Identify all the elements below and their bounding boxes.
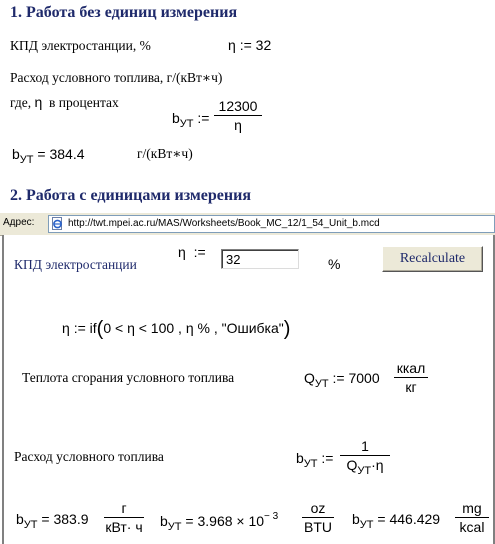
res1-unit-num: oz	[310, 500, 326, 516]
res1-unit	[302, 500, 334, 535]
ws-b-den-tail: ·η	[371, 457, 384, 473]
res0-value: 383.9	[53, 511, 89, 527]
eta-input[interactable]	[221, 249, 299, 269]
res1-unit-bar	[302, 517, 334, 518]
q-unit-num: ккал	[396, 360, 426, 376]
page-icon	[51, 217, 64, 230]
ws-b-fraction	[340, 438, 390, 477]
if-assign: :=	[73, 320, 86, 336]
q-unit-den: кг	[405, 379, 417, 395]
res0-unit	[104, 500, 144, 535]
ws-b-var: b	[296, 450, 304, 466]
res2-sub: УТ	[359, 519, 374, 531]
ws-b-den-var: Q	[346, 457, 358, 473]
assign-operator: :=	[239, 37, 252, 53]
res0-var: b	[16, 511, 24, 527]
ws-fuel-label: Расход условного топлива	[14, 449, 164, 464]
ws-eta-symbol: η	[178, 244, 186, 260]
where-eta: η	[34, 94, 43, 110]
res2-unit-num: mg	[462, 500, 482, 516]
res0-sub: УТ	[23, 519, 38, 531]
result-sub: УТ	[19, 154, 34, 166]
q-unit	[394, 360, 428, 395]
if-statement	[62, 318, 290, 341]
res1-exp: − 3	[264, 511, 279, 522]
res1-sub: УТ	[167, 521, 182, 533]
ws-eta-assign: :=	[193, 244, 206, 260]
address-field[interactable]	[48, 215, 495, 233]
if-func: if	[89, 320, 97, 336]
res2-eq: =	[377, 511, 386, 527]
percent-sign: %	[328, 256, 341, 272]
eta-symbol: η	[228, 37, 236, 53]
kpd-value: 32	[255, 37, 272, 53]
q-sub: УТ	[314, 378, 329, 390]
res1-eq: =	[185, 513, 194, 529]
fraction-bar	[214, 115, 262, 116]
q-assign: :=	[332, 370, 345, 386]
b-numerator: 12300	[218, 98, 258, 114]
where-suffix: в процентах	[49, 95, 119, 110]
kpd-label: КПД электростанции, %	[10, 38, 151, 53]
kpd-definition	[228, 37, 271, 53]
res1-value: 3.968 × 10	[197, 513, 265, 529]
res0-unit-num: г	[121, 500, 127, 516]
ws-b-assign: :=	[321, 450, 334, 466]
heat-label: Теплота сгорания условного топлива	[22, 370, 235, 385]
where-text: где,	[10, 95, 32, 110]
b-result	[12, 146, 85, 166]
ws-b-num: 1	[361, 438, 369, 454]
ws-b-bar	[340, 455, 390, 456]
result-mg	[352, 511, 440, 531]
ws-b-lhs	[296, 450, 333, 470]
res0-eq: =	[41, 511, 50, 527]
if-lhs: η	[62, 320, 70, 336]
fuel-label: Расход условного топлива, г/(кВт∗ч)	[10, 70, 223, 85]
result-grams	[16, 511, 89, 531]
res1-unit-den: BTU	[304, 519, 332, 535]
result-eq: =	[37, 146, 46, 162]
result-unit: г/(кВт∗ч)	[137, 146, 193, 161]
ws-b-sub: УТ	[303, 458, 318, 470]
ws-b-den-sub: УТ	[357, 465, 372, 477]
b-formula-lhs	[172, 110, 209, 130]
b-sub: УТ	[179, 118, 194, 130]
if-args: 0 < η < 100 , η % , "Ошибка"	[103, 320, 284, 336]
q-definition	[304, 370, 380, 390]
result-oz	[160, 511, 278, 533]
ws-b-den	[340, 457, 390, 477]
q-var: Q	[304, 370, 315, 386]
recalculate-button[interactable]: Recalculate	[382, 246, 483, 272]
res2-unit-bar	[455, 517, 489, 518]
address-bar	[0, 212, 495, 236]
ws-kpd-label: КПД электростанции	[14, 257, 137, 272]
address-url: http://twt.mpei.ac.ru/MAS/Worksheets/Book_MC_12/1_54_Unit_b.mcd	[68, 218, 380, 229]
section2-heading: 2. Работа с единицами измерения	[10, 187, 251, 204]
b-var: b	[172, 110, 180, 126]
ws-eta-definition	[178, 244, 206, 260]
address-label: Адрес:	[3, 217, 35, 228]
res2-value: 446.429	[389, 511, 441, 527]
b-denominator: η	[234, 117, 242, 133]
b-assign: :=	[197, 110, 210, 126]
res2-var: b	[352, 511, 360, 527]
res0-unit-bar	[104, 517, 144, 518]
q-value: 7000	[348, 370, 380, 386]
result-value: 384.4	[49, 146, 85, 162]
result-var: b	[12, 146, 20, 162]
paren-open: (	[96, 318, 104, 340]
b-fraction	[214, 98, 262, 133]
q-unit-bar	[394, 377, 428, 378]
where-note	[10, 94, 119, 111]
res1-var: b	[160, 513, 168, 529]
paren-close: )	[283, 318, 291, 340]
section1-heading: 1. Работа без единиц измерения	[10, 4, 238, 21]
res2-unit	[455, 500, 489, 535]
res2-unit-den: kcal	[459, 519, 485, 535]
res0-unit-den: кВт· ч	[105, 519, 143, 535]
